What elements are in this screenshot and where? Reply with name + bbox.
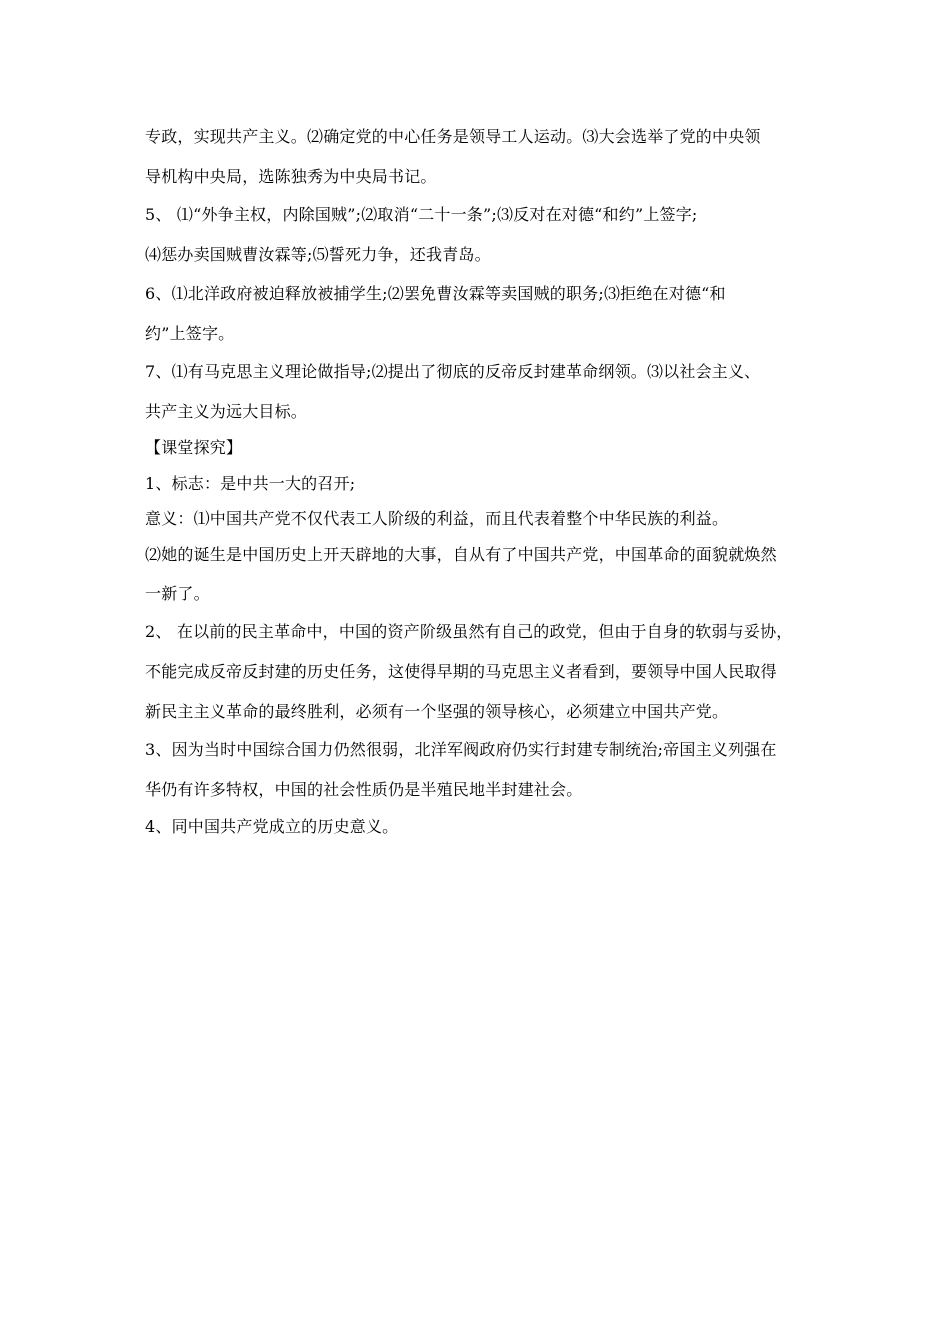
- text-line: 意义：⑴中国共产党不仅代表工人阶级的利益，而且代表着整个中华民族的利益。: [145, 509, 729, 528]
- text-line: 4、同中国共产党成立的历史意义。: [145, 817, 399, 836]
- text-line: ⑷惩办卖国贼曹汝霖等;⑸誓死力争，还我青岛。: [145, 245, 491, 264]
- text-line: ⑵她的诞生是中国历史上开天辟地的大事，自从有了中国共产党，中国革命的面貌就焕然: [145, 545, 777, 564]
- text-line: 一新了。: [145, 584, 210, 603]
- text-line: 专政，实现共产主义。⑵确定党的中心任务是领导工人运动。⑶大会选举了党的中央领: [145, 127, 761, 146]
- text-line: 1、标志：是中共一大的召开;: [145, 474, 356, 493]
- text-line: 5、 ⑴“外争主权，内除国贼”;⑵取消“二十一条”;⑶反对在对德“和约”上签字;: [145, 205, 698, 224]
- text-line: 华仍有许多特权，中国的社会性质仍是半殖民地半封建社会。: [145, 780, 583, 799]
- text-line: 共产主义为远大目标。: [145, 402, 308, 421]
- text-line: 7、⑴有马克思主义理论做指导;⑵提出了彻底的反帝反封建革命纲领。⑶以社会主义、: [145, 362, 761, 381]
- text-line: 6、⑴北洋政府被迫释放被捕学生;⑵罢免曹汝霖等卖国贼的职务;⑶拒绝在对德“和: [145, 284, 726, 303]
- text-line: 约”上签字。: [145, 324, 235, 343]
- text-line: 导机构中央局，选陈独秀为中央局书记。: [145, 167, 437, 186]
- text-line: 新民主主义革命的最终胜利，必须有一个坚强的领导核心，必须建立中国共产党。: [145, 702, 729, 721]
- text-line: 3、因为当时中国综合国力仍然很弱，北洋军阀政府仍实行封建专制统治;帝国主义列强在: [145, 740, 777, 759]
- text-line: 2、 在以前的民主革命中，中国的资产阶级虽然有自己的政党，但由于自身的软弱与妥协，: [145, 622, 793, 641]
- section-heading: 【课堂探究】: [145, 438, 243, 457]
- text-line: 不能完成反帝反封建的历史任务，这使得早期的马克思主义者看到，要领导中国人民取得: [145, 662, 777, 681]
